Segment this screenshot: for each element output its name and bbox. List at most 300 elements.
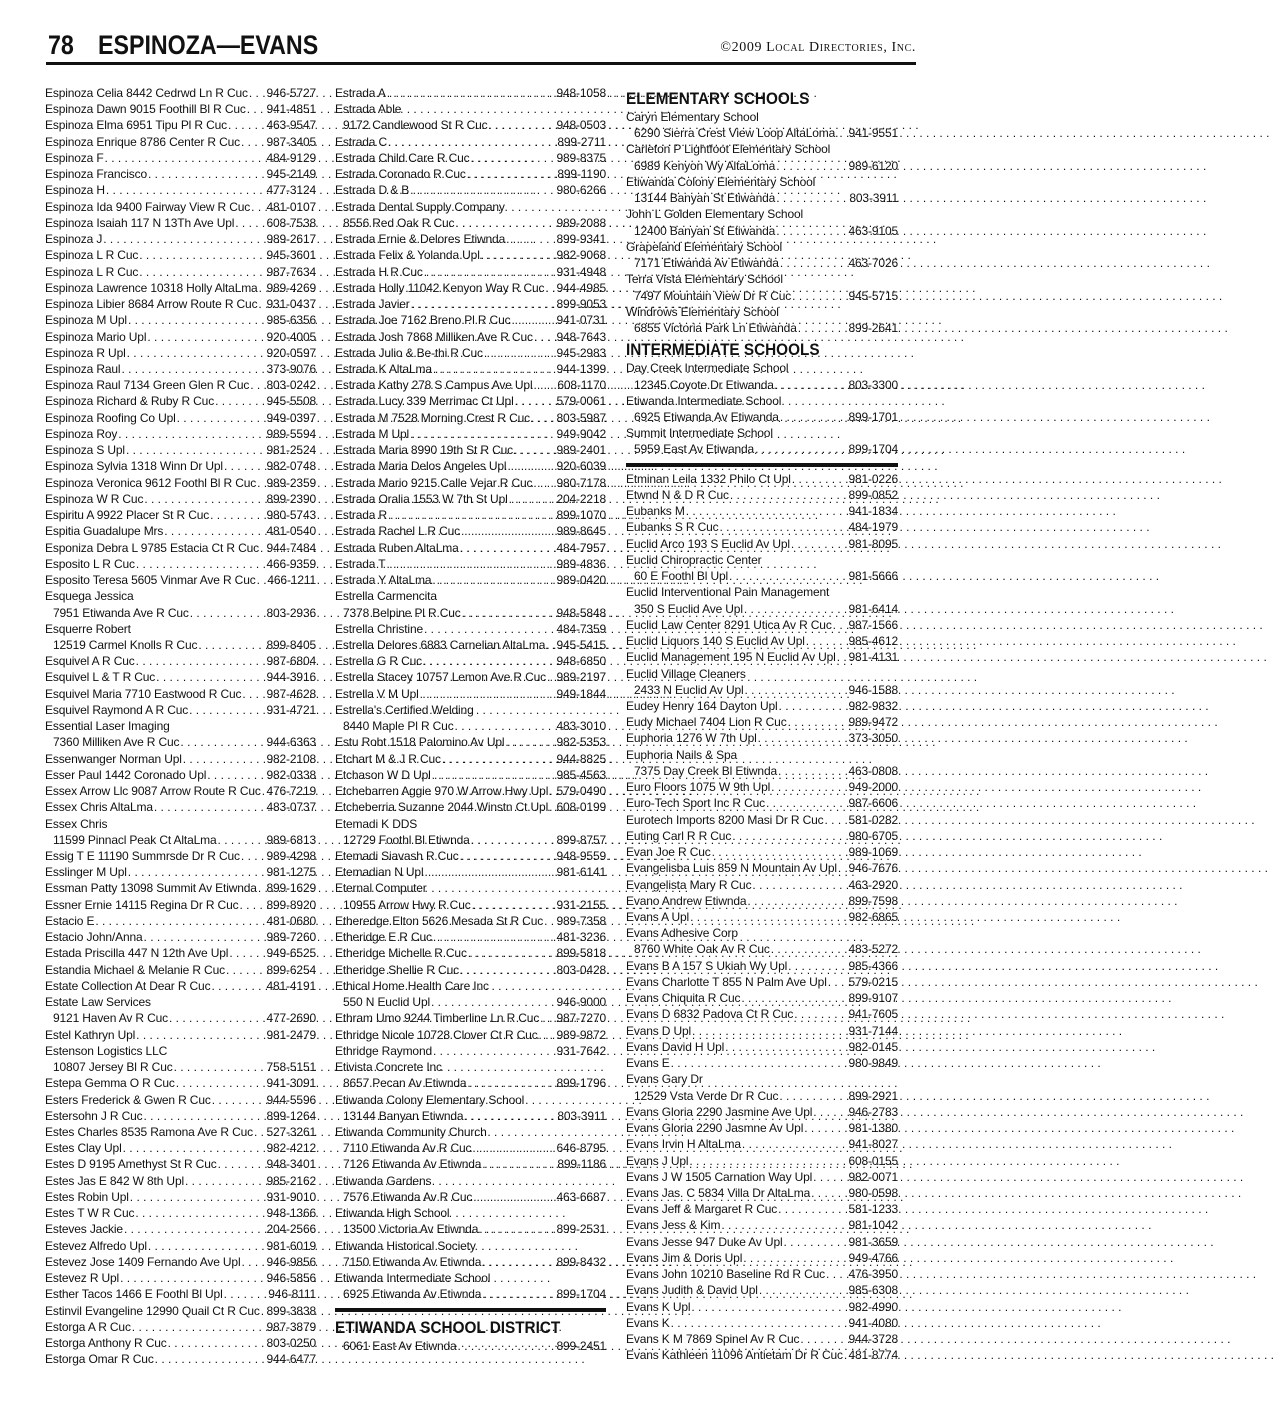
- listing-name: Estrada Holly 11042 Kenyon Way R Cuc: [335, 280, 545, 295]
- dot-leader: [224, 458, 266, 474]
- listing-phone: 989-4269: [266, 280, 316, 295]
- dot-leader: [210, 507, 265, 523]
- listing-row: [626, 601, 898, 617]
- listing-phone: 484-9129: [266, 150, 316, 165]
- listing-phone: 985-6308: [848, 1283, 898, 1298]
- listing-row: [335, 345, 606, 361]
- listing-name: Estorga A R Cuc: [45, 1319, 131, 1334]
- dot-leader: [433, 361, 556, 377]
- dot-leader: [211, 978, 265, 994]
- listing-phone: 945-5508: [266, 394, 316, 409]
- listing-row: [45, 247, 316, 263]
- listing-name: Euclid Management 195 N Euclid Av Upl: [626, 650, 836, 665]
- dot-leader: [719, 519, 847, 535]
- listing-row: [626, 714, 898, 730]
- dot-leader: [690, 909, 847, 925]
- listing-row: [45, 686, 316, 702]
- listing-phone: 989-8645: [556, 524, 606, 539]
- listing-name: Estrada Coronado R Cuc: [335, 167, 466, 182]
- listing-name: 7497 Mountain View Dr R Cuc: [634, 288, 792, 303]
- dot-leader: [155, 1351, 266, 1367]
- listing-row: [335, 751, 606, 767]
- listing-row: [626, 1136, 898, 1152]
- listing-name: Evans Judith & David Upl: [626, 1283, 758, 1298]
- listing-name: Espinoza J: [45, 232, 103, 247]
- dot-leader: [460, 540, 556, 556]
- listing-name: 2433 N Euclid Av Upl: [634, 682, 744, 697]
- dot-leader: [547, 669, 555, 685]
- listing-row: [45, 312, 316, 328]
- listing-name: Ethram Umo 9244 Timberline Ln R Cuc: [335, 1011, 540, 1026]
- listing-row: [335, 897, 606, 913]
- listing-phone: 899-1796: [556, 1076, 606, 1091]
- dot-leader: [106, 182, 266, 198]
- dot-leader: [103, 231, 265, 247]
- listing-phone: 941-7605: [848, 1007, 898, 1022]
- copyright-notice: ©2009 Local Directories, Inc.: [720, 40, 916, 55]
- dot-leader: [128, 312, 266, 328]
- dot-leader: [136, 1027, 265, 1043]
- dot-leader: [484, 345, 556, 361]
- listing-row: [626, 409, 898, 425]
- dot-leader: [686, 503, 848, 519]
- listing-row: [45, 832, 316, 848]
- dot-leader: [218, 832, 266, 848]
- listing-name: Estevez Jose 1409 Fernando Ave Upl: [45, 1254, 241, 1269]
- listing-row: [45, 1043, 316, 1059]
- listing-row: [626, 1234, 898, 1250]
- listing-row: [45, 929, 316, 945]
- listing-name: Estrada Joe 7162 Breno Pl R Cuc: [335, 313, 511, 328]
- dot-leader: [507, 458, 555, 474]
- listing-phone: 899-1629: [266, 881, 316, 896]
- listing-name: Espinoza Richard & Ruby R Cuc: [45, 394, 215, 409]
- listing-row: [335, 1338, 606, 1354]
- listing-phone: 949-6525: [266, 946, 316, 961]
- listing-row: [45, 1010, 316, 1026]
- listing-phone: 987-1566: [848, 617, 898, 632]
- listing-name: 6925 Etiwanda Av Etiwanda: [634, 409, 779, 424]
- dot-leader: [806, 633, 848, 649]
- listing-name: Etchason W D Upl: [335, 767, 431, 782]
- listing-name: Essman Patty 13098 Summit Av Etiwnda: [45, 881, 257, 896]
- listing-row: [626, 1299, 898, 1315]
- listing-name: Euclid Law Center 8291 Utica Av R Cuc: [626, 617, 832, 632]
- dot-leader: [156, 669, 265, 685]
- listing-name: 12400 Banyan St Etiwanda: [634, 223, 776, 238]
- listing-name: 12345 Coyote Dr Etiwanda: [634, 377, 774, 392]
- dot-leader: [257, 475, 265, 491]
- listing-phone: 948-5848: [556, 605, 606, 620]
- listing-phone: 204-2218: [556, 491, 606, 506]
- dot-leader: [534, 329, 556, 345]
- dot-leader: [505, 734, 555, 750]
- listing-row: [626, 698, 898, 714]
- dot-leader: [262, 783, 266, 799]
- listing-name: Estevez R Upl: [45, 1271, 120, 1286]
- listing-row: [335, 1043, 606, 1059]
- listing-name: 10807 Jersey Bl R Cuc: [53, 1060, 173, 1075]
- listing-name: Esquivel A R Cuc: [45, 654, 135, 669]
- listing-name: Evans Charlotte T 855 N Palm Ave Upl: [626, 974, 827, 989]
- listing-phone: 899-2531: [556, 1222, 606, 1237]
- listing-name: Euphoria 1276 W 7th Upl: [626, 731, 757, 746]
- dot-leader: [123, 1140, 266, 1156]
- listing-row: [45, 588, 316, 604]
- listing-phone: 981-1380: [848, 1121, 898, 1136]
- dot-leader: [794, 1006, 847, 1022]
- dot-leader: [455, 718, 556, 734]
- listing-phone: 899-1264: [266, 1108, 316, 1123]
- listing-name: 6855 Victoria Park Ln Etiwanda: [634, 321, 797, 336]
- listing-row: [335, 572, 606, 588]
- listing-name: Euting Carl R R Cuc: [626, 828, 732, 843]
- dot-leader: [671, 1315, 848, 1331]
- listing-phone: 989-0420: [556, 573, 606, 588]
- listing-phone: 899-1701: [848, 409, 898, 424]
- listing-name: 13144 Banyan St Etiwanda: [634, 191, 776, 206]
- listing-name: Espinoza Mario Upl: [45, 329, 147, 344]
- listing-name: Esser Paul 1442 Coronado Upl: [45, 767, 207, 782]
- listing-phone: 982-9068: [556, 248, 606, 263]
- listing-name: Caryn Elementary School: [626, 110, 759, 124]
- listing-name: Estrella's Certified Welding: [335, 702, 474, 717]
- listing-name: Estrada M Upl: [335, 426, 410, 441]
- listing-row: [335, 621, 606, 637]
- dot-leader: [549, 783, 555, 799]
- dot-leader: [118, 426, 265, 442]
- listing-phone: 989-4298: [266, 849, 316, 864]
- listing-row: [626, 666, 898, 682]
- listing-name: Etheridge Michelle R Cuc: [335, 946, 467, 961]
- listing-name: 11599 Pinnacl Peak Ct AltaLma: [53, 832, 217, 847]
- section-heading: ELEMENTARY SCHOOLS: [626, 89, 810, 108]
- listing-row: [335, 1254, 606, 1270]
- listing-phone: 803-0428: [556, 962, 606, 977]
- listing-phone: 803-3300: [848, 377, 898, 392]
- dot-leader: [229, 945, 265, 961]
- listing-row: [626, 141, 898, 157]
- listing-row: [335, 377, 606, 393]
- listing-name: Esther Tacos 1466 E Foothl Bl Upl: [45, 1287, 223, 1302]
- listing-name: Eubanks M: [626, 504, 685, 519]
- listing-phone: 946-5727: [266, 86, 316, 100]
- dot-leader: [132, 1319, 266, 1335]
- listing-row: [626, 812, 898, 828]
- listing-phone: 945-2983: [556, 345, 606, 360]
- listing-row: [45, 377, 316, 393]
- listing-name: 12729 Foothl Bl Etiwnda: [343, 832, 470, 847]
- dot-leader: [745, 682, 848, 698]
- listing-phone: 608-1170: [557, 378, 606, 393]
- listing-row: [45, 280, 316, 296]
- dot-leader: [460, 962, 556, 978]
- listing-row: [626, 503, 898, 519]
- listing-name: Estrada Rachel L R Cuc: [335, 524, 460, 539]
- listing-name: 10955 Arrow Hwy R Cuc: [343, 897, 471, 912]
- listing-phone: 527-3261: [266, 1125, 316, 1139]
- listing-name: Estinvil Evangeline 12990 Quail Ct R Cuc: [45, 1303, 260, 1318]
- dot-leader: [148, 166, 265, 182]
- listing-name: Ethical Home Health Care Inc: [335, 978, 489, 993]
- listing-name: 7375 Day Creek Bl Etiwnda: [634, 763, 777, 778]
- listing-phone: 899-1070: [556, 508, 606, 523]
- listing-name: Evangelista Mary R Cuc: [626, 877, 752, 892]
- listing-name: Etiwanda Colony Elementary School: [335, 1092, 525, 1107]
- listing-row: [335, 880, 606, 896]
- listing-name: Estrada Child Care R Cuc: [335, 150, 470, 165]
- listing-row: [335, 669, 606, 685]
- listing-phone: 920-4005: [266, 329, 316, 344]
- dot-leader: [455, 215, 555, 231]
- listing-name: Evans Adhesive Corp: [626, 926, 738, 941]
- listing-name: Estrada D & B: [335, 183, 410, 198]
- dot-leader: [826, 1266, 847, 1282]
- listing-phone: 987-3405: [266, 134, 316, 149]
- listing-name: Etminan Leila 1332 Philo Ct Upl: [626, 471, 791, 486]
- listing-phone: 899-6254: [266, 962, 316, 977]
- listing-phone: 899-1704: [556, 1287, 606, 1302]
- dot-leader: [533, 475, 555, 491]
- dot-leader: [482, 1286, 555, 1302]
- listing-name: Espinoza Roy: [45, 426, 118, 441]
- listing-row: [626, 239, 898, 255]
- listing-name: Day Creek Intermediate School: [626, 361, 789, 376]
- listing-phone: 581-1233: [848, 1202, 898, 1217]
- listing-phone: 982-9832: [848, 698, 898, 713]
- listing-name: Esposito L R Cuc: [45, 556, 135, 571]
- listing-phone: 946-7676: [848, 861, 898, 876]
- listing-phone: 982-5353: [556, 735, 606, 750]
- listing-row: [626, 1039, 898, 1055]
- listing-row: [335, 1286, 606, 1302]
- listing-phone: 477-2690: [266, 1011, 316, 1026]
- listing-name: Estel Kathryn Upl: [45, 1027, 136, 1042]
- listing-name: Evans Jim & Doris Upl: [626, 1250, 743, 1265]
- listing-row: [45, 653, 316, 669]
- listing-row: [45, 1156, 316, 1172]
- dot-leader: [844, 1347, 848, 1363]
- listing-row: [45, 215, 316, 231]
- dot-leader: [692, 1023, 847, 1039]
- listing-name: 7360 Milliken Ave R Cuc: [53, 735, 180, 750]
- listing-row: [45, 962, 316, 978]
- listing-row: [335, 312, 606, 328]
- listing-row: [626, 393, 898, 409]
- listing-phone: 931-4948: [556, 264, 606, 279]
- listing-phone: 987-3879: [266, 1319, 316, 1334]
- dot-leader: [189, 702, 265, 718]
- listing-row: [626, 487, 898, 503]
- listing-row: [45, 458, 316, 474]
- dot-leader: [545, 280, 555, 296]
- listing-phone: 980-9849: [848, 1056, 898, 1071]
- listing-phone: 899-2641: [848, 321, 898, 336]
- listing-row: [626, 730, 898, 746]
- listing-row: [626, 1104, 898, 1120]
- listing-name: 7171 Etiwanda Av Etiwanda: [634, 256, 779, 271]
- dot-leader: [130, 1189, 266, 1205]
- listing-phone: 980-6705: [848, 828, 898, 843]
- dot-leader: [228, 117, 266, 133]
- listing-row: [626, 1006, 898, 1022]
- dot-leader: [741, 990, 847, 1006]
- listing-phone: 982-0338: [266, 767, 316, 782]
- listing-name: Etemadian N Upl: [335, 865, 424, 880]
- listing-row: [335, 1270, 606, 1286]
- listing-row: [626, 304, 898, 320]
- listing-phone: 981-2524: [266, 443, 316, 458]
- listing-phone: 989-9872: [556, 1027, 606, 1042]
- listing-row: [45, 783, 316, 799]
- listing-row: [45, 572, 316, 588]
- dot-leader: [811, 1185, 847, 1201]
- listing-phone: 463-7026: [848, 256, 898, 271]
- listing-phone: 949-9042: [556, 426, 606, 441]
- listing-row: [45, 1075, 316, 1091]
- dot-leader: [386, 556, 555, 572]
- listing-phone: 989-2088: [556, 215, 606, 230]
- listing-row: [335, 231, 606, 247]
- listing-name: Esquivel Maria 7710 Eastwood R Cuc: [45, 686, 242, 701]
- listing-name: Estrada A: [335, 86, 386, 100]
- listing-row: [626, 795, 898, 811]
- listing-row: [335, 85, 606, 101]
- dot-leader: [775, 377, 848, 393]
- listing-phone: 989-6813: [266, 832, 316, 847]
- listing-phone: 941-1834: [848, 504, 898, 519]
- listing-name: Espiritu A 9922 Placer St R Cuc: [45, 508, 210, 523]
- listing-phone: 899-8405: [266, 637, 316, 652]
- listing-phone: 899-9341: [556, 232, 606, 247]
- listing-name: Estrada Mario 9215 Calle Vejar R Cuc: [335, 475, 533, 490]
- listing-name: Estate Collection At Dear R Cuc: [45, 978, 211, 993]
- listing-phone: 948-3401: [266, 1157, 316, 1172]
- listing-name: Eudy Michael 7404 Lion R Cuc: [626, 715, 787, 730]
- dot-leader: [778, 763, 847, 779]
- listing-name: Espinoza Isaiah 117 N 13Th Ave Upl: [45, 215, 235, 230]
- listing-row: [335, 1108, 606, 1124]
- listing-phone: 483-5272: [848, 942, 898, 957]
- listing-row: [45, 1238, 316, 1254]
- listing-name: Ethridge Raymond: [335, 1043, 432, 1058]
- listing-name: Etiwanda Colony Elementary School: [626, 174, 816, 189]
- listing-name: Estrada Dental Supply Company: [335, 199, 505, 214]
- listing-row: [626, 617, 898, 633]
- dot-leader: [515, 393, 556, 409]
- listing-phone: 899-5818: [556, 946, 606, 961]
- listing-row: [626, 568, 898, 584]
- listing-row: [626, 763, 898, 779]
- listing-name: Estes Clay Upl: [45, 1141, 122, 1156]
- listing-phone: 982-4990: [848, 1299, 898, 1314]
- listing-phone: 941-9551: [848, 126, 898, 141]
- listing-row: [45, 848, 316, 864]
- listing-row: [335, 799, 606, 815]
- dot-leader: [136, 556, 266, 572]
- dot-leader: [144, 1108, 266, 1124]
- listing-row: [45, 296, 316, 312]
- listing-row: [335, 994, 606, 1010]
- listing-name: Evans Jess & Kim: [626, 1218, 721, 1233]
- listing-row: [626, 1282, 898, 1298]
- listing-row: [626, 1071, 898, 1087]
- listing-name: 12519 Carmel Knolls R Cuc: [53, 637, 198, 652]
- dot-leader: [136, 653, 266, 669]
- listing-name: Evans B A 157 S Ukiah Wy Upl: [626, 958, 788, 973]
- listing-row: [626, 1120, 898, 1136]
- listing-row: [626, 1088, 898, 1104]
- listing-row: [45, 1286, 316, 1302]
- dot-leader: [671, 1055, 848, 1071]
- listing-phone: 945-5715: [848, 288, 898, 303]
- listing-row: [45, 426, 316, 442]
- listing-name: Essig T E 11190 Summrsde Dr R Cuc: [45, 849, 240, 864]
- dot-leader: [776, 190, 848, 206]
- dot-leader: [259, 280, 266, 296]
- dot-leader: [798, 320, 848, 336]
- dot-leader: [424, 621, 555, 637]
- listing-name: Esposito Teresa 5605 Vinmar Ave R Cuc: [45, 573, 256, 588]
- listing-name: 6925 Etiwanda Av Etiwnda: [343, 1287, 482, 1302]
- listing-name: Estrada Kathy 278 S Campus Ave Upl: [335, 378, 533, 393]
- listing-row: [335, 686, 606, 702]
- listing-row: [45, 945, 316, 961]
- listing-row: [626, 1331, 898, 1347]
- listing-name: Estu Robt 1518 Palomino Av Upl: [335, 735, 505, 750]
- listing-phone: 949-0397: [266, 410, 316, 425]
- listing-phone: 980-7178: [556, 475, 606, 490]
- listing-name: 550 N Euclid Upl: [343, 995, 430, 1010]
- listing-phone: 941-3091: [266, 1076, 316, 1091]
- listing-phone: 981-8095: [848, 536, 898, 551]
- listing-row: [626, 519, 898, 535]
- listing-row: [335, 1124, 606, 1140]
- listing-phone: 646-8795: [556, 1141, 606, 1156]
- listing-row: [626, 1023, 898, 1039]
- listing-row: [335, 718, 606, 734]
- listing-phone: 899-8757: [556, 832, 606, 847]
- listing-phone: 987-7634: [266, 264, 316, 279]
- listing-phone: 466-9359: [266, 556, 316, 571]
- listing-row: [626, 288, 898, 304]
- listing-phone: 981-5666: [848, 569, 898, 584]
- dot-leader: [432, 572, 555, 588]
- dot-leader: [779, 1088, 847, 1104]
- listing-name: 5959 East Av Etiwanda: [634, 442, 755, 457]
- listing-row: [335, 1027, 606, 1043]
- dot-leader: [546, 637, 555, 653]
- listing-phone: 899-1186: [557, 1157, 606, 1172]
- listing-name: Esters Frederick & Gwen R Cuc: [45, 1092, 211, 1107]
- dot-leader: [433, 1043, 555, 1059]
- listing-name: Evano Andrew Etiwnda: [626, 893, 747, 908]
- listing-name: Euclid Liquors 140 S Euclid Av Upl: [626, 634, 805, 649]
- listing-name: Estrella V M Upl: [335, 686, 419, 701]
- listing-row: [626, 844, 898, 860]
- listing-name: Evans David H Upl: [626, 1039, 725, 1054]
- dot-leader: [174, 1059, 266, 1075]
- listing-phone: 982-0071: [848, 1169, 898, 1184]
- listing-row: [45, 1092, 316, 1108]
- listing-phone: 989-7358: [556, 913, 606, 928]
- dot-leader: [154, 799, 266, 815]
- listing-phone: 987-6804: [266, 654, 316, 669]
- listing-phone: 948-9559: [556, 849, 606, 864]
- page-header: [46, 30, 916, 65]
- listing-row: [45, 734, 316, 750]
- dot-leader: [124, 1221, 266, 1237]
